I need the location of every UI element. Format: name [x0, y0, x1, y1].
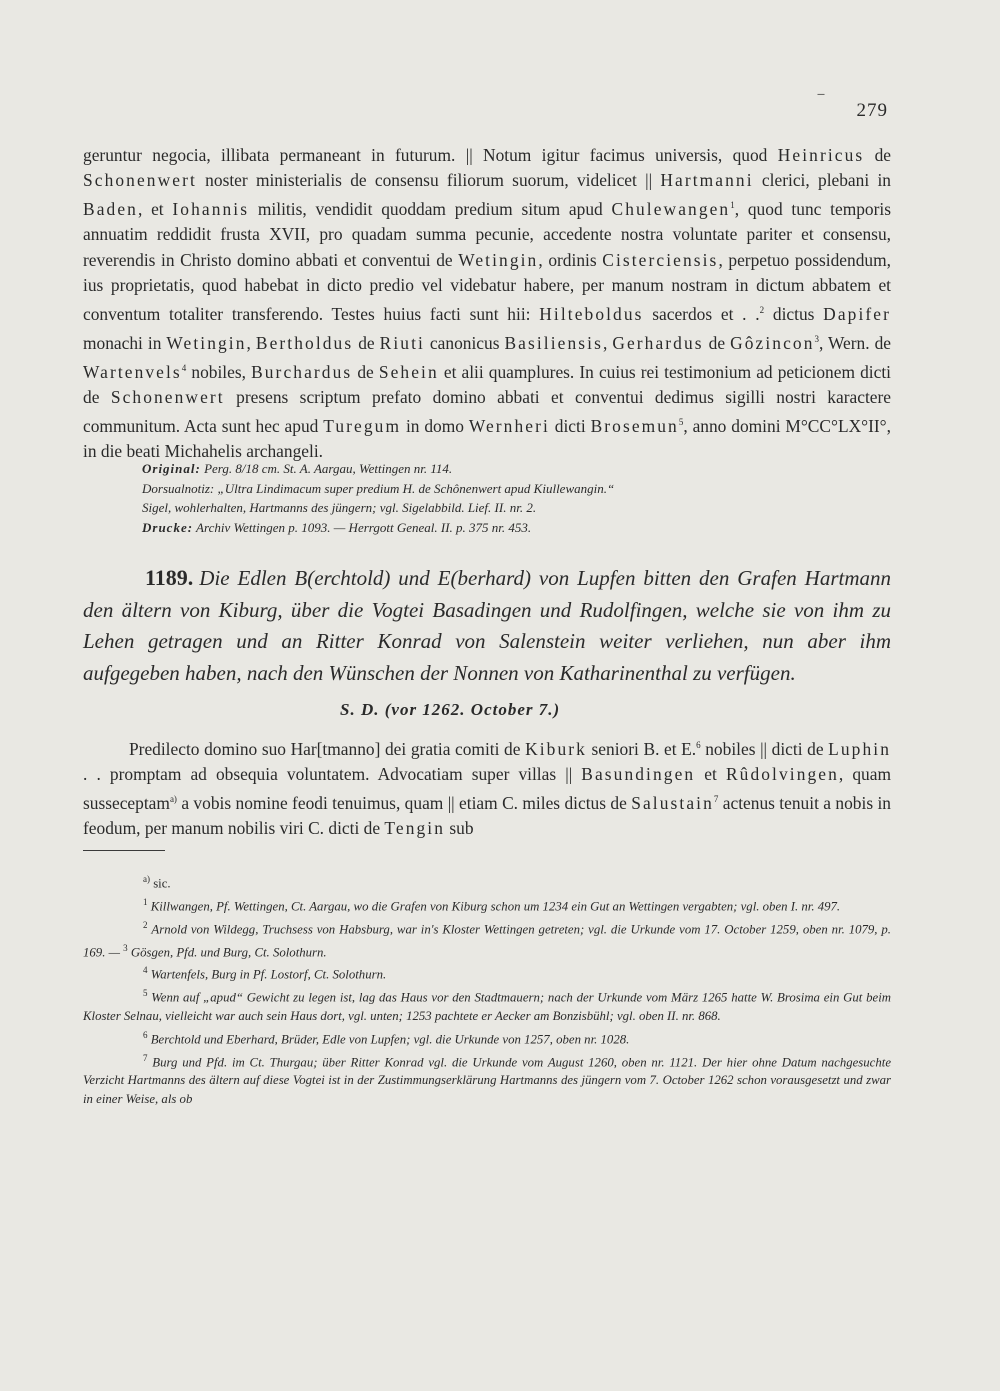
- footnote-2-3: $^2$ Arnold von Wildegg, Truchsess von Habsburg, war in's Kloster Wettingen getreten; vgl. die Urkunde vom 17. October 1259, oben nr. 1079, p. 169. — $^3$ Gösgen, Pfd. und Burg, Ct. Solothurn.: [83, 919, 891, 959]
- source-notes: [142, 459, 862, 537]
- footnote-7: $^7$ Burg und Pfd. im Ct. Thurgau; über Ritter Konrad vgl. die Urkunde vom August 1260, oben nr. 1121. Der hier ohne Datum nachgesuchte Verzicht Hartmanns des ältern auf diese Vogtei ist in der Zustimmungserklärung Hartmanns des jüngern vom 7. October 1262 schon vorausgesetzt und zwar in einer Weise, als ob: [83, 1052, 891, 1107]
- footnote-6: $^6$ Berchtold und Eberhard, Brüder, Edle von Lupfen; vgl. die Urkunde von 1257, oben nr. 1028.: [143, 1029, 630, 1047]
- footnotes: [83, 870, 891, 1109]
- page-number: 279: [856, 100, 888, 121]
- entry-text: Predilecto domino suo Har[tmanno] dei gratia comiti de Kiburk seniori B. et E.$^6$ nobiles || dicti de Luphin . . promptam ad obsequia voluntatem. Advocatiam super villas || Basundingen et Rûdolvingen, quam susseceptam$^{a)}$ a vobis nomine feodi tenuimus, quam || etiam C. miles dictus de Salustain$^7$ actenus tenuit a nobis in feodum, per manum nobilis viri C. dicti de Tengin sub: [83, 738, 891, 839]
- entry-number: 1189.: [145, 565, 194, 590]
- source-original-line: Original: Perg. 8/18 cm. St. A. Aargau, Wettingen nr. 114.: [142, 461, 453, 476]
- charter-text: geruntur negocia, illibata permaneant in futurum. || Notum igitur facimus universis, quod Heinricus de Schonenwert noster ministerialis de consensu filiorum suorum, videlicet || Hartmanni clerici, plebani in Baden, et Iohannis militis, vendidit quoddam predium situm apud Chulewangen$^1$, quod tunc temporis annuatim reddidit frusta XVII, pro quadam summa pecunie, accedente nostra voluntate pariter et consensu, reverendis in Christo domino abbati et conventui de Wetingin, ordinis Cisterciensis, perpetuo possidendum, ius proprietatis, quod habebat in dicto predio vel videbatur habere, per manum nostram in dictum abbatem et conventum totaliter transferendo. Testes huius facti sunt hii: Hilteboldus sacerdos et . .$^2$ dictus Dapifer monachi in Wetingin, Bertholdus de Riuti canonicus Basiliensis, Gerhardus de Gôzincon$^3$, Wern. de Wartenvels$^4$ nobiles, Burchardus de Sehein et alii quamplures. In cuius rei testimonium ad peticionem dicti de Schonenwert presens scriptum prefato domino abbati et conventui dedimus sigilli nostri karactere communitum. Acta sunt hec apud Turegum in domo Wernheri dicti Brosemun$^5$, anno domini M°CC°LX°II°, in die beati Michahelis archangeli.: [83, 145, 892, 462]
- entry-heading: [83, 562, 891, 689]
- footnote-a: $^{a)}$ sic.: [143, 874, 171, 891]
- source-prints-line: Drucke: Archiv Wettingen p. 1093. — Herrgott Geneal. II. p. 375 nr. 453.: [142, 519, 532, 535]
- entry-date: S. D. (vor 1262. October 7.): [340, 700, 561, 719]
- corner-mark: ‾: [818, 92, 824, 112]
- footnote-1: $^1$ Killwangen, Pf. Wettingen, Ct. Aargau, wo die Grafen von Kiburg schon um 1234 ein Gut an Wettingen vergabten; vgl. oben I. nr. 497.: [143, 896, 841, 914]
- source-seal-line: Sigel, wohlerhalten, Hartmanns des jüngern; vgl. Sigelabbild. Lief. II. nr. 2.: [142, 500, 537, 515]
- footnote-rule: [83, 850, 165, 851]
- source-dorsal-line: Dorsualnotiz: „Ultra Lindimacum super predium H. de Schônenwert apud Kiullewangin.“: [142, 480, 615, 496]
- footnote-4: $^4$ Wartenfels, Burg in Pf. Lostorf, Ct. Solothurn.: [143, 965, 387, 982]
- footnote-5: $^5$ Wenn auf „apud“ Gewicht zu legen ist, lag das Haus vor den Stadtmauern; nach der Urkunde vom März 1265 hatte W. Brosima ein Gut beim Kloster Selnau, vielleicht war auch sein Haus dort, vgl. unten; 1253 pachtete er Aecker am Bonzisbühl; vgl. oben II. nr. 868.: [83, 988, 891, 1024]
- entry-summary: Die Edlen B(erchtold) und E(berhard) von Lupfen bitten den Grafen Hartmann den ältern von Kiburg, über die Vogtei Basadingen und Rudolfingen, welche sie von ihm zu Lehen getragen und an Ritter Konrad von Salenstein weiter verliehen, nun aber ihm aufgegeben haben, nach den Wünschen der Nonnen von Katharinenthal zu verfügen.: [83, 566, 891, 685]
